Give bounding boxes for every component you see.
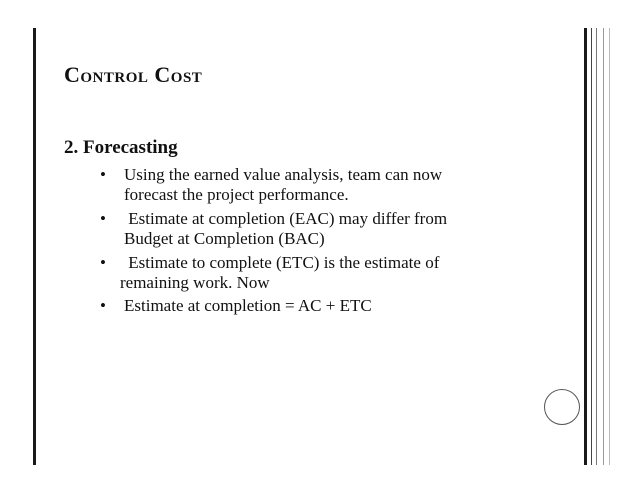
bullet-text-line: remaining work. Now <box>120 273 270 292</box>
bullet-marker: • <box>100 253 106 272</box>
right-decorative-bar <box>584 28 587 465</box>
right-decorative-bar <box>591 28 592 465</box>
bullet-text-line: Estimate at completion = AC + ETC <box>124 296 372 315</box>
decorative-circle <box>544 389 580 425</box>
bullet-marker: • <box>100 296 106 315</box>
bullet-marker: • <box>100 165 106 184</box>
slide-title: Control Cost <box>64 62 203 87</box>
bullet-text-line: Estimate to complete (ETC) is the estimate of <box>124 253 440 272</box>
right-decorative-bar <box>603 28 604 465</box>
right-decorative-bar <box>609 28 610 465</box>
bullet-text-line: Budget at Completion (BAC) <box>124 229 325 248</box>
left-vertical-rule <box>33 28 36 465</box>
bullet-text-line: Using the earned value analysis, team can now <box>124 165 443 184</box>
bullet-text-line: Estimate at completion (EAC) may differ from <box>124 209 448 228</box>
section-heading: 2. Forecasting <box>64 137 178 158</box>
bullet-marker: • <box>100 209 106 228</box>
bullet-text-line: forecast the project performance. <box>124 185 349 204</box>
right-decorative-bar <box>596 28 597 465</box>
